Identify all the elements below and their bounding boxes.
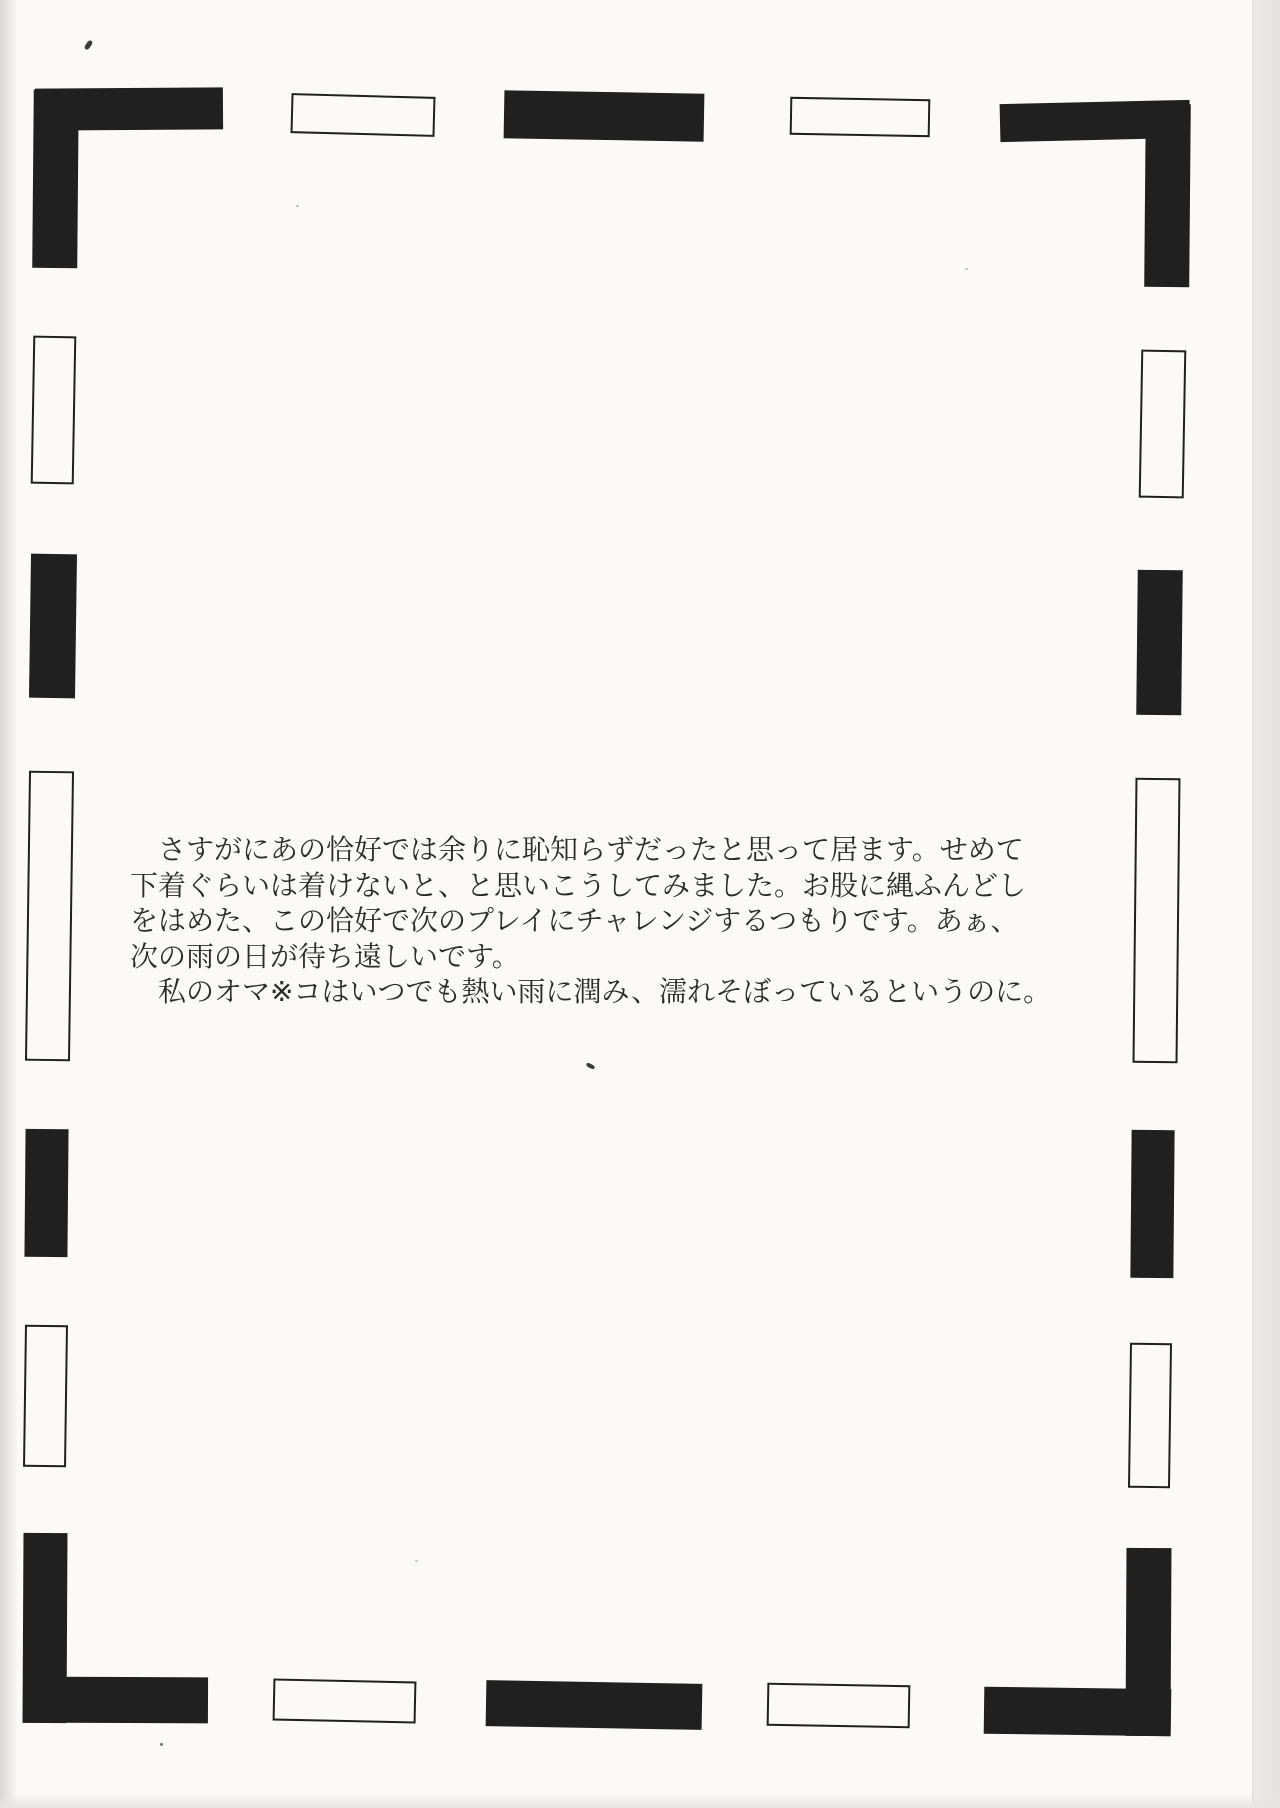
frame-block-r2 xyxy=(1130,1130,1174,1278)
frame-corner-tr-v xyxy=(1144,104,1191,287)
frame-bar-t xyxy=(504,90,705,141)
paragraph xyxy=(130,832,1070,1010)
frame-rect-b2 xyxy=(767,1683,911,1728)
scan-speck-4 xyxy=(296,205,299,207)
frame-block-l2 xyxy=(24,1129,68,1257)
page-bottom-edge-shadow xyxy=(0,1794,1280,1808)
frame-block-r1 xyxy=(1136,570,1183,715)
frame-corner-bl-h xyxy=(23,1677,208,1724)
scan-speck-3 xyxy=(160,1743,163,1746)
text-line: 私のオマ※コはいつでも熱い雨に潤み、濡れそぼっているというのに。 xyxy=(130,976,1052,1007)
page-left-edge-shadow xyxy=(0,0,18,1808)
text-line: をはめた、この恰好で次のプレイにチャレンジするつもりです。あぁ、 xyxy=(130,905,1019,936)
frame-bar-b xyxy=(486,1680,703,1730)
frame-corner-br-h xyxy=(984,1687,1172,1737)
scan-speck-5 xyxy=(965,268,968,270)
text-line: 下着ぐらいは着けないと、と思いこうしてみました。お股に縄ふんどし xyxy=(130,869,1027,901)
frame-rect-r2 xyxy=(1133,778,1181,1063)
frame-rect-b1 xyxy=(273,1679,417,1724)
page-right-edge-shadow xyxy=(1252,0,1280,1808)
frame-rect-l1 xyxy=(31,336,77,485)
frame-rect-l3 xyxy=(23,1325,68,1468)
frame-rect-r1 xyxy=(1139,350,1187,499)
frame-block-l1 xyxy=(29,554,77,699)
frame-rect-t1 xyxy=(291,93,436,137)
frame-rect-t2 xyxy=(790,97,931,137)
frame-corner-tl-v xyxy=(32,90,79,268)
scan-speck-2 xyxy=(586,1062,596,1070)
text-line: さすがにあの恰好では余りに恥知らずだったと思って居ます。せめて xyxy=(130,834,1024,865)
frame-rect-r3 xyxy=(1128,1343,1172,1489)
frame-rect-l2 xyxy=(25,771,74,1062)
text-line: 次の雨の日が待ち遠しいです。 xyxy=(130,940,520,972)
scan-speck-1 xyxy=(84,39,94,50)
scan-speck-6 xyxy=(415,1560,418,1562)
